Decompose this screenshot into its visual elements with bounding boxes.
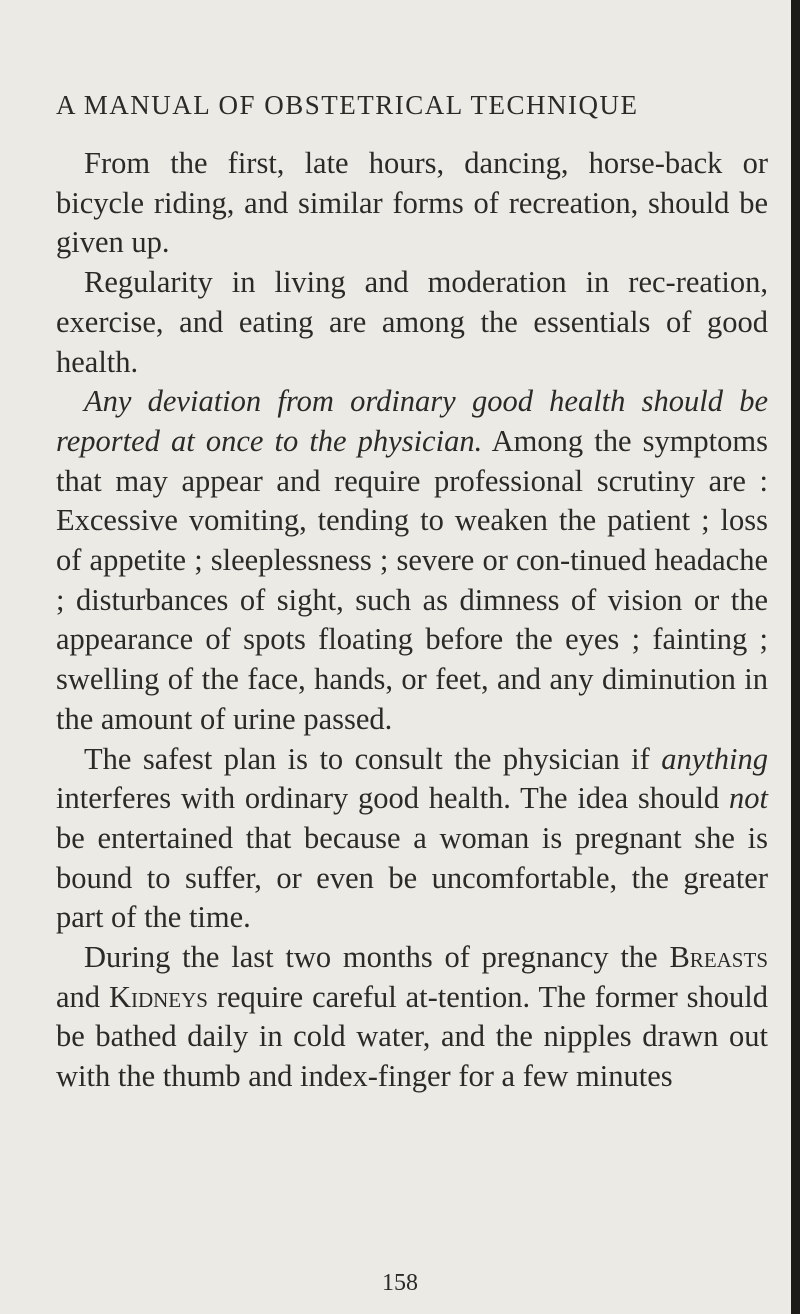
paragraph-safest-plan: [56, 740, 768, 939]
body-text: [56, 144, 768, 1097]
emphasis-not: not: [729, 781, 768, 816]
emphasis-anything: anything: [661, 741, 768, 776]
paragraph-recreation: From the first, late hours, dancing, horse-back or bicycle riding, and similar forms of recreation, should be given up.: [56, 146, 768, 260]
page-number: 158: [382, 1270, 418, 1296]
paragraph-last-months: [56, 938, 768, 1097]
emphasis-deviation: Any deviation from ordinary good health should be reported at once to the physician.: [56, 384, 768, 458]
paragraph-symptoms: [56, 382, 768, 739]
page-edge-shadow: [791, 0, 800, 1314]
safest-plan-text-b: interferes with ordinary good health. The idea should: [56, 781, 730, 816]
symptoms-text: Among the symptoms that may appear and require professional scrutiny are : Excessive vomiting, tending to weaken the patient ; loss of appetite ; sleeplessness ; severe or con-tinued headache ; disturbances of sight, such as dimness of vision or the appearance of spots floating before the eyes ; fainting ; swelling of the face, hands, or feet, and any diminution in the amount of urine passed.: [56, 423, 768, 736]
small-caps-kidneys: Kidneys: [108, 979, 208, 1014]
safest-plan-text-a: The safest plan is to consult the physician if: [84, 741, 662, 776]
last-months-text-b: and: [56, 979, 109, 1014]
running-head: A MANUAL OF OBSTETRICAL TECHNIQUE: [56, 90, 639, 120]
small-caps-breasts: Breasts: [669, 940, 768, 975]
book-page: [56, 88, 768, 1097]
last-months-text-c: require careful at-tention. The former should be bathed daily in cold water, and the nipples drawn out with the thumb and index-finger for a few minutes: [56, 979, 768, 1094]
paragraph-regularity: Regularity in living and moderation in rec-reation, exercise, and eating are among the essentials of good health.: [56, 265, 768, 379]
last-months-text-a: During the last two months of pregnancy the: [84, 940, 670, 975]
safest-plan-text-c: be entertained that because a woman is pregnant she is bound to suffer, or even be uncomfortable, the greater part of the time.: [56, 820, 768, 935]
